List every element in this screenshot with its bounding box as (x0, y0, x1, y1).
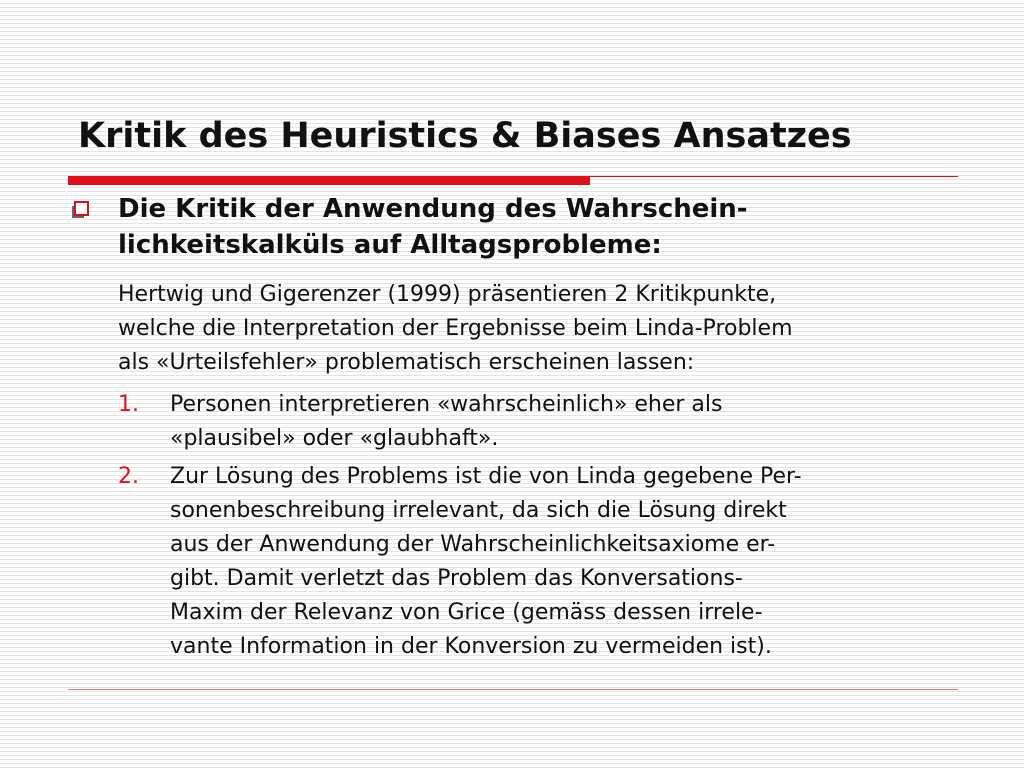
bullet-heading-line: Die Kritik der Anwendung des Wahrschein- (118, 194, 748, 224)
title-accent-bar (68, 176, 590, 185)
title-accent-line (590, 176, 958, 177)
list-item-line: sonenbeschreibung irrelevant, da sich die Lösung direkt (170, 498, 787, 523)
list-item-line: gibt. Damit verletzt das Problem das Konversations- (170, 566, 743, 591)
intro-paragraph (118, 278, 793, 380)
list-number: 1. (118, 392, 139, 417)
list-item-line: Maxim der Relevanz von Grice (gemäss dessen irrele- (170, 600, 763, 625)
intro-line: als «Urteilsfehler» problematisch erscheinen lassen: (118, 350, 695, 375)
slide-title: Kritik des Heuristics & Biases Ansatzes (78, 116, 852, 156)
intro-line: welche die Interpretation der Ergebnisse beim Linda-Problem (118, 316, 793, 341)
hollow-square-bullet-icon (70, 200, 90, 220)
bullet-heading (118, 191, 748, 263)
list-number: 2. (118, 464, 139, 489)
list-item-line: vante Information in der Konversion zu vermeiden ist). (170, 634, 772, 659)
list-item-text (170, 388, 722, 456)
footer-divider (68, 689, 958, 690)
list-item-text (170, 460, 802, 664)
list-item-line: aus der Anwendung der Wahrscheinlichkeitsaxiome er- (170, 532, 776, 557)
list-item-line: Zur Lösung des Problems ist die von Linda gegebene Per- (170, 464, 802, 489)
bullet-heading-line: lichkeitskalküls auf Alltagsprobleme: (118, 230, 662, 260)
list-item-line: «plausibel» oder «glaubhaft». (170, 426, 499, 451)
list-item-line: Personen interpretieren «wahrscheinlich» eher als (170, 392, 723, 417)
intro-line: Hertwig und Gigerenzer (1999) präsentieren 2 Kritikpunkte, (118, 282, 777, 307)
